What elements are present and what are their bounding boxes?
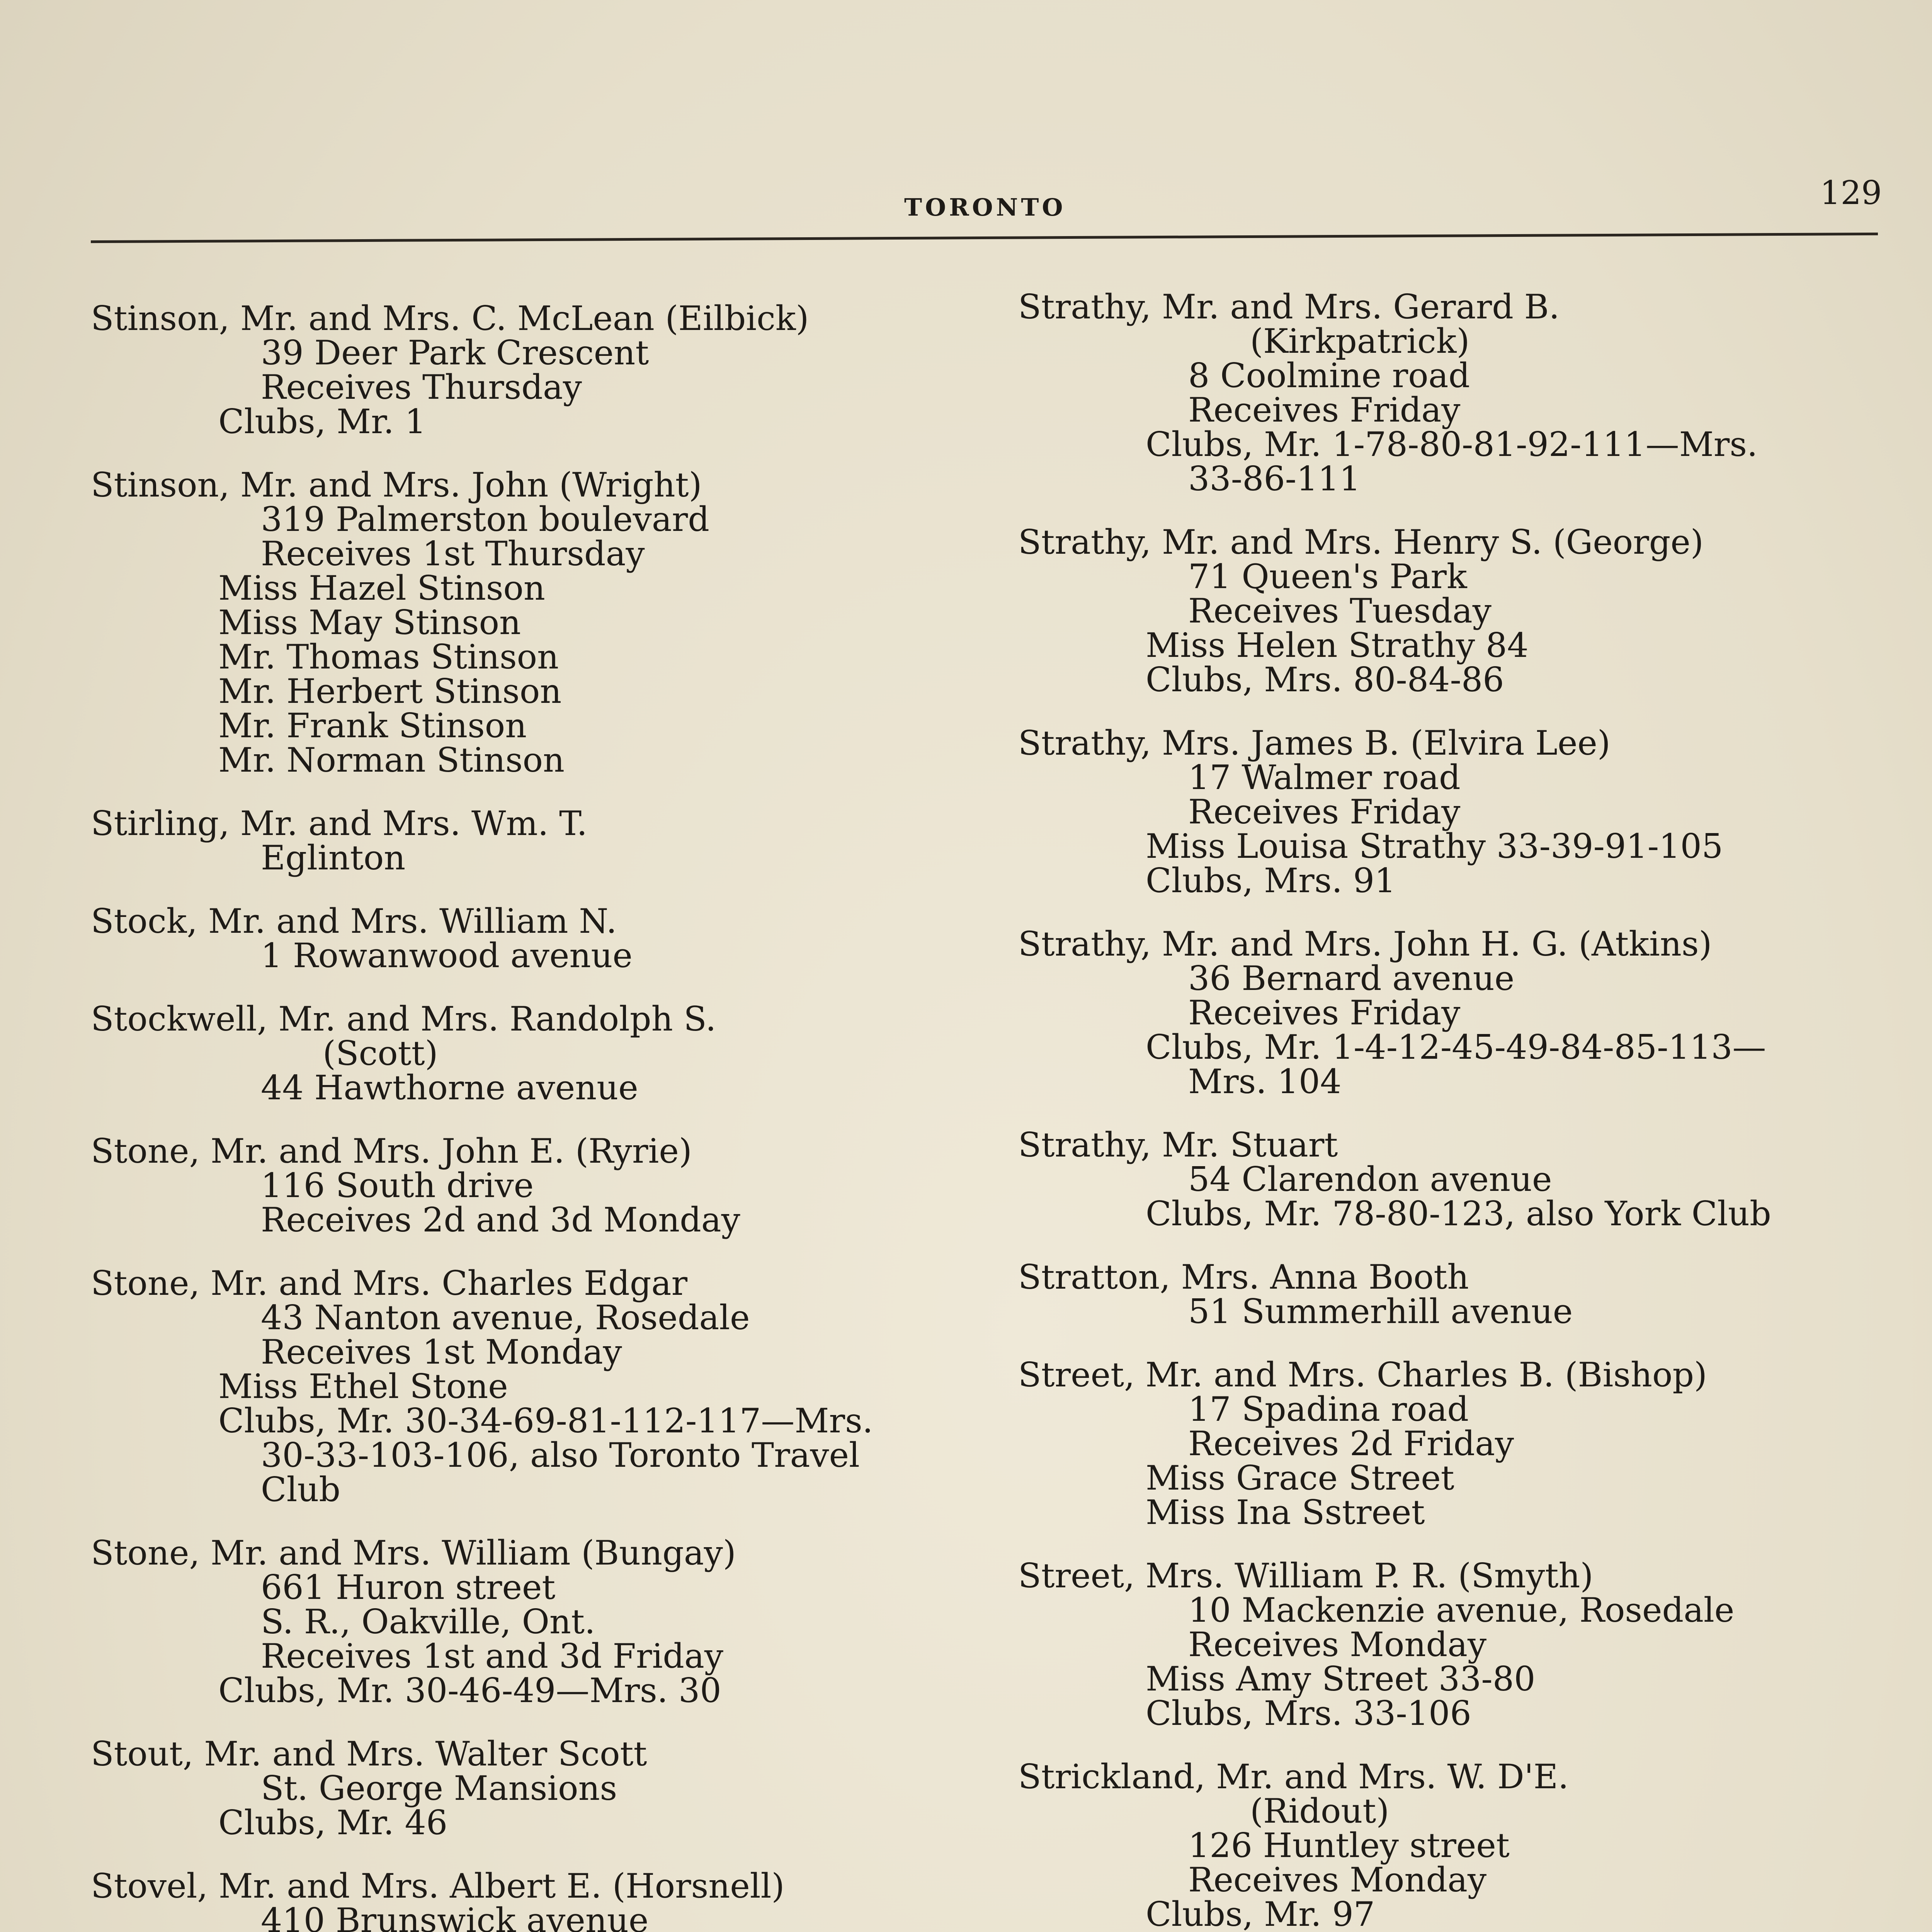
entry-detail: 116 South drive <box>261 1166 534 1205</box>
entry-detail: Receives Friday <box>1188 993 1461 1032</box>
entry-detail: Receives 2d and 3d Monday <box>261 1200 740 1240</box>
entry-detail: (Scott) <box>323 1034 438 1073</box>
entry-detail: Receives 1st Thursday <box>261 534 645 573</box>
entry-detail: 43 Nanton avenue, Rosedale <box>261 1298 750 1337</box>
entry-detail: 17 Spadina road <box>1188 1389 1469 1429</box>
entry-name: Stirling, Mr. and Mrs. Wm. T. <box>91 804 588 843</box>
entry-detail: 71 Queen's Park <box>1188 557 1467 596</box>
entry-detail: 17 Walmer road <box>1188 758 1461 797</box>
entry-detail: Receives Friday <box>1188 390 1461 430</box>
entry-name: Stone, Mr. and Mrs. William (Bungay) <box>91 1533 736 1573</box>
entry-detail: Receives 1st Monday <box>261 1332 622 1372</box>
page-number: 129 <box>1820 174 1882 212</box>
entry-detail: St. George Mansions <box>261 1769 617 1808</box>
entry-detail: Miss Ina Sstreet <box>1146 1493 1425 1532</box>
directory-entry <box>1018 1257 1932 1331</box>
entry-detail: Club <box>261 1470 341 1509</box>
entry-detail: Clubs, Mr. 1-78-80-81-92-111—Mrs. <box>1146 425 1758 464</box>
entry-detail: Receives 2d Friday <box>1188 1424 1514 1463</box>
entry-detail: 39 Deer Park Crescent <box>261 333 649 372</box>
entry-name: Street, Mr. and Mrs. Charles B. (Bishop) <box>1018 1355 1707 1395</box>
entry-detail: Receives 1st and 3d Friday <box>261 1636 724 1676</box>
directory-entry <box>91 1266 1010 1507</box>
entry-detail: 30-33-103-106, also Toronto Travel <box>261 1435 860 1475</box>
directory-entry <box>1018 723 1932 900</box>
entry-detail: Clubs, Mr. 30-46-49—Mrs. 30 <box>218 1671 721 1710</box>
entry-detail: Mr. Thomas Stinson <box>218 637 559 677</box>
directory-entry <box>1018 1125 1932 1233</box>
entry-detail: (Ridout) <box>1250 1791 1389 1831</box>
entry-detail: Receives Monday <box>1188 1860 1487 1900</box>
directory-entry <box>1018 1556 1932 1733</box>
entry-name: Stout, Mr. and Mrs. Walter Scott <box>91 1734 647 1774</box>
entry-detail: Receives Friday <box>1188 792 1461 832</box>
entry-name: Stovel, Mr. and Mrs. Albert E. (Horsnell) <box>91 1866 785 1906</box>
entry-name: Strathy, Mr. and Mrs. Henry S. (George) <box>1018 522 1704 562</box>
entry-name: Stock, Mr. and Mrs. William N. <box>91 901 617 941</box>
directory-entry <box>91 1131 1010 1240</box>
entry-detail: Clubs, Mr. 97 <box>1146 1895 1375 1932</box>
entry-detail: Mr. Norman Stinson <box>218 740 565 780</box>
entry-detail: Miss Helen Strathy 84 <box>1146 626 1529 665</box>
directory-entry <box>1018 1757 1932 1932</box>
entry-detail: Clubs, Mr. 46 <box>218 1803 448 1842</box>
entry-detail: 410 Brunswick avenue <box>261 1901 649 1932</box>
directory-entry <box>91 804 1010 878</box>
entry-detail: 8 Coolmine road <box>1188 356 1470 395</box>
entry-name: Strathy, Mrs. James B. (Elvira Lee) <box>1018 723 1611 763</box>
entry-detail: Clubs, Mrs. 33-106 <box>1146 1694 1471 1733</box>
entry-name: Street, Mrs. William P. R. (Smyth) <box>1018 1556 1594 1595</box>
entry-detail: 36 Bernard avenue <box>1188 959 1515 998</box>
entry-detail: 319 Palmerston boulevard <box>261 500 709 539</box>
entry-detail: Mr. Frank Stinson <box>218 706 527 745</box>
entry-detail: Miss Ethel Stone <box>218 1367 508 1406</box>
entry-detail: Clubs, Mr. 1-4-12-45-49-84-85-113— <box>1146 1027 1766 1067</box>
entry-detail: 44 Hawthorne avenue <box>261 1068 638 1107</box>
directory-entry <box>91 1866 1010 1932</box>
header-rule <box>91 233 1878 243</box>
entry-name: Stratton, Mrs. Anna Booth <box>1018 1257 1469 1297</box>
entry-detail: Receives Tuesday <box>1188 591 1492 631</box>
entry-name: Stinson, Mr. and Mrs. C. McLean (Eilbick) <box>91 299 809 338</box>
directory-entry <box>91 1533 1010 1710</box>
entry-name: Stinson, Mr. and Mrs. John (Wright) <box>91 465 702 505</box>
entry-detail: Clubs, Mr. 78-80-123, also York Club <box>1146 1194 1771 1233</box>
entry-detail: Mrs. 104 <box>1188 1062 1342 1101</box>
entry-detail: Clubs, Mr. 30-34-69-81-112-117—Mrs. <box>218 1401 873 1440</box>
directory-entry <box>91 1734 1010 1842</box>
right-column <box>1018 287 1932 1932</box>
entry-detail: Receives Monday <box>1188 1625 1487 1664</box>
directory-entry <box>1018 522 1932 699</box>
entry-detail: Clubs, Mr. 1 <box>218 402 426 441</box>
entry-detail: Miss Grace Street <box>1146 1458 1454 1498</box>
entry-detail: Clubs, Mrs. 80-84-86 <box>1146 660 1504 699</box>
entry-name: Stockwell, Mr. and Mrs. Randolph S. <box>91 999 716 1039</box>
entry-detail: Miss Amy Street 33-80 <box>1146 1659 1536 1699</box>
entry-detail: 1 Rowanwood avenue <box>261 936 633 975</box>
entry-detail: 33-86-111 <box>1188 459 1361 498</box>
directory-entry <box>1018 287 1932 498</box>
directory-entry <box>1018 1355 1932 1532</box>
entry-name: Strathy, Mr. Stuart <box>1018 1125 1338 1165</box>
entry-detail: 54 Clarendon avenue <box>1188 1160 1552 1199</box>
entry-name: Strickland, Mr. and Mrs. W. D'E. <box>1018 1757 1569 1796</box>
entry-detail: Miss May Stinson <box>218 603 521 642</box>
entry-detail: Miss Hazel Stinson <box>218 568 545 608</box>
entry-detail: (Kirkpatrick) <box>1250 321 1470 361</box>
entry-detail: 126 Huntley street <box>1188 1826 1510 1865</box>
directory-entry <box>91 901 1010 975</box>
entry-name: Strathy, Mr. and Mrs. Gerard B. <box>1018 287 1560 327</box>
entry-detail: S. R., Oakville, Ont. <box>261 1602 595 1641</box>
entry-detail: 10 Mackenzie avenue, Rosedale <box>1188 1590 1735 1630</box>
running-head: TORONTO <box>904 193 1066 221</box>
entry-name: Strathy, Mr. and Mrs. John H. G. (Atkins) <box>1018 924 1712 964</box>
left-column <box>91 301 1010 1932</box>
entry-name: Stone, Mr. and Mrs. John E. (Ryrie) <box>91 1131 692 1171</box>
entry-detail: Mr. Herbert Stinson <box>218 672 562 711</box>
entry-detail: 51 Summerhill avenue <box>1188 1292 1573 1331</box>
directory-entry <box>91 999 1010 1107</box>
entry-detail: Eglinton <box>261 838 406 878</box>
entry-detail: Miss Louisa Strathy 33-39-91-105 <box>1146 827 1723 866</box>
entry-detail: 661 Huron street <box>261 1568 556 1607</box>
entry-detail: Clubs, Mrs. 91 <box>1146 861 1396 900</box>
entry-name: Stone, Mr. and Mrs. Charles Edgar <box>91 1264 688 1303</box>
directory-entry <box>91 465 1010 780</box>
entry-detail: Receives Thursday <box>261 367 582 407</box>
directory-entry <box>1018 924 1932 1101</box>
directory-entry <box>91 301 1010 439</box>
